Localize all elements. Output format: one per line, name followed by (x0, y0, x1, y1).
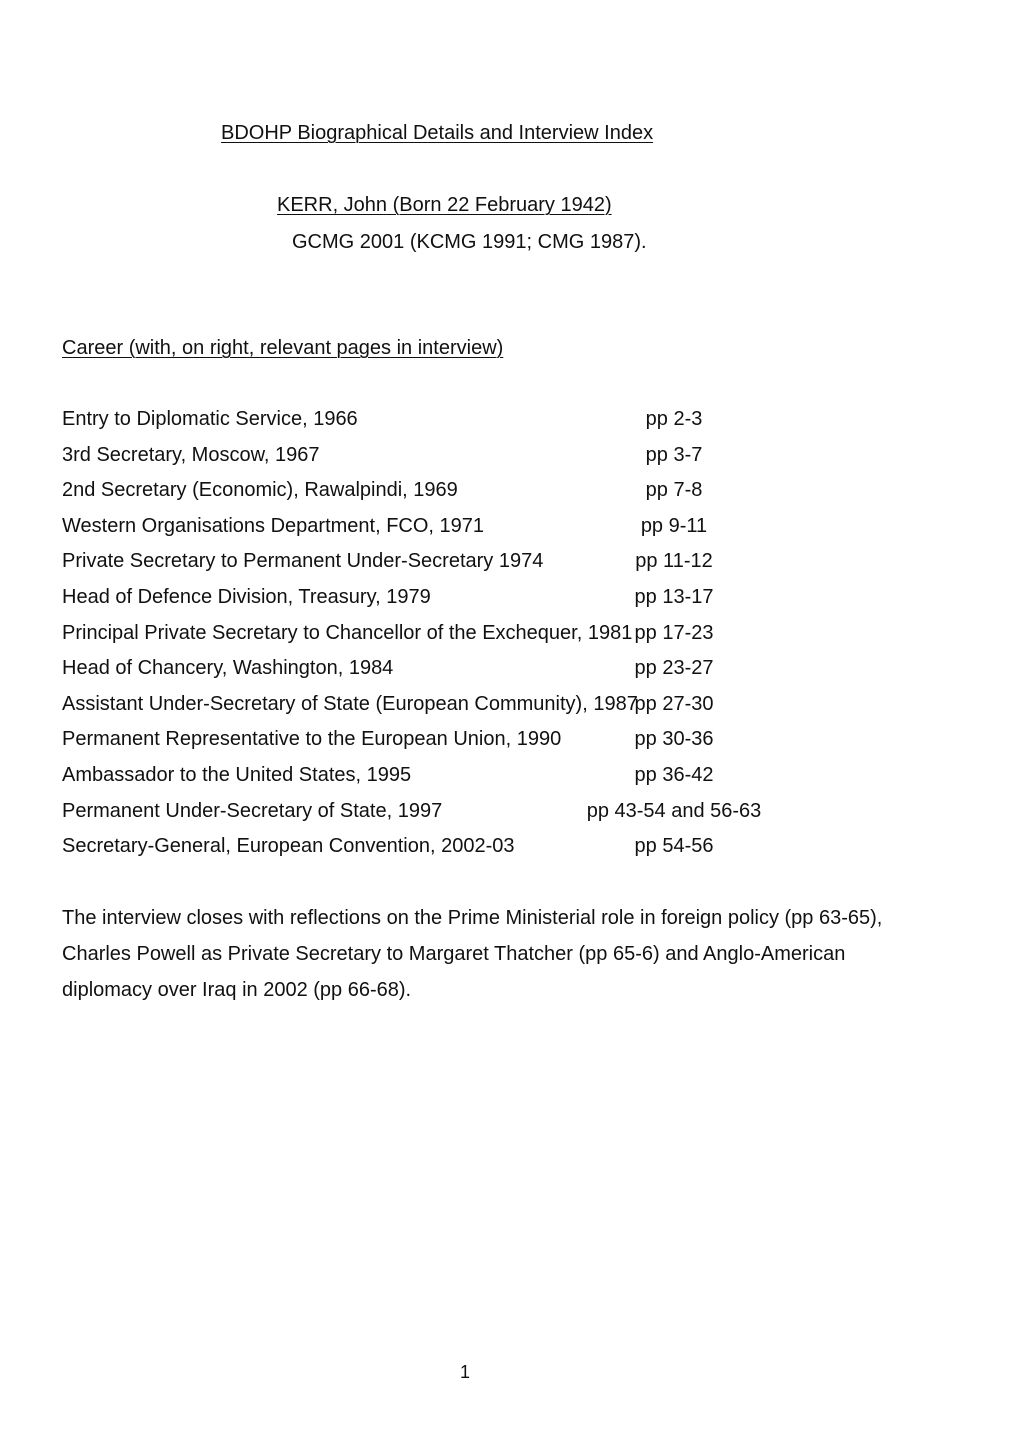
career-row (0, 829, 1024, 865)
career-role: Head of Chancery, Washington, 1984 (62, 657, 394, 680)
closing-paragraph: The interview closes with reflections on the Prime Ministerial role in foreign policy (pp 63-65), Charles Powell as Private Secretary to Margaret Thatcher (pp 65-6) and Anglo-American diplomacy over Iraq in 2002 (pp 66-68). (62, 907, 883, 1001)
career-pages: pp 13-17 (634, 585, 714, 608)
career-role: 2nd Secretary (Economic), Rawalpindi, 1969 (62, 479, 458, 502)
career-pages: pp 9-11 (640, 514, 708, 537)
career-row (0, 687, 1024, 723)
career-pages: pp 23-27 (634, 657, 714, 680)
page-number: 1 (459, 1362, 470, 1382)
career-row (0, 544, 1024, 580)
career-pages: pp 30-36 (634, 728, 714, 751)
career-role: Head of Defence Division, Treasury, 1979 (62, 585, 431, 608)
career-row (0, 580, 1024, 616)
career-role: Western Organisations Department, FCO, 1971 (62, 514, 485, 537)
interviewee-name: KERR, John (Born 22 February 1942) (277, 194, 612, 216)
career-role: Entry to Diplomatic Service, 1966 (62, 408, 358, 430)
career-pages: pp 54-56 (634, 835, 714, 858)
career-pages: pp 17-23 (634, 621, 714, 644)
career-pages: pp 7-8 (645, 479, 703, 502)
career-list (0, 402, 1024, 865)
career-pages: pp 43-54 and 56-63 (586, 799, 762, 822)
career-role: Secretary-General, European Convention, 2002-03 (62, 835, 515, 858)
career-pages: pp 11-12 (635, 550, 713, 573)
career-role: Assistant Under-Secretary of State (European Community), 1987 (62, 692, 638, 715)
career-pages: pp 3-7 (645, 443, 703, 466)
honours-line: GCMG 2001 (KCMG 1991; CMG 1987). (292, 231, 647, 253)
career-row (0, 402, 1024, 438)
career-row (0, 509, 1024, 545)
career-role: Private Secretary to Permanent Under-Secretary 1974 (62, 550, 544, 573)
career-row (0, 473, 1024, 509)
career-role: Permanent Under-Secretary of State, 1997 (62, 799, 443, 822)
career-pages: pp 2-3 (645, 408, 703, 430)
career-row (0, 651, 1024, 687)
career-row (0, 616, 1024, 652)
career-row (0, 722, 1024, 758)
document-title: BDOHP Biographical Details and Interview Index (221, 122, 654, 144)
career-role: Principal Private Secretary to Chancellor of the Exchequer, 1981 (62, 621, 633, 644)
career-row (0, 794, 1024, 830)
career-role: Ambassador to the United States, 1995 (62, 763, 412, 786)
career-role: 3rd Secretary, Moscow, 1967 (62, 443, 320, 466)
career-heading: Career (with, on right, relevant pages in interview) (62, 337, 504, 359)
career-pages: pp 27-30 (634, 692, 714, 715)
career-pages: pp 36-42 (634, 763, 714, 786)
career-row (0, 758, 1024, 794)
career-row (0, 438, 1024, 474)
career-role: Permanent Representative to the European Union, 1990 (62, 728, 562, 751)
